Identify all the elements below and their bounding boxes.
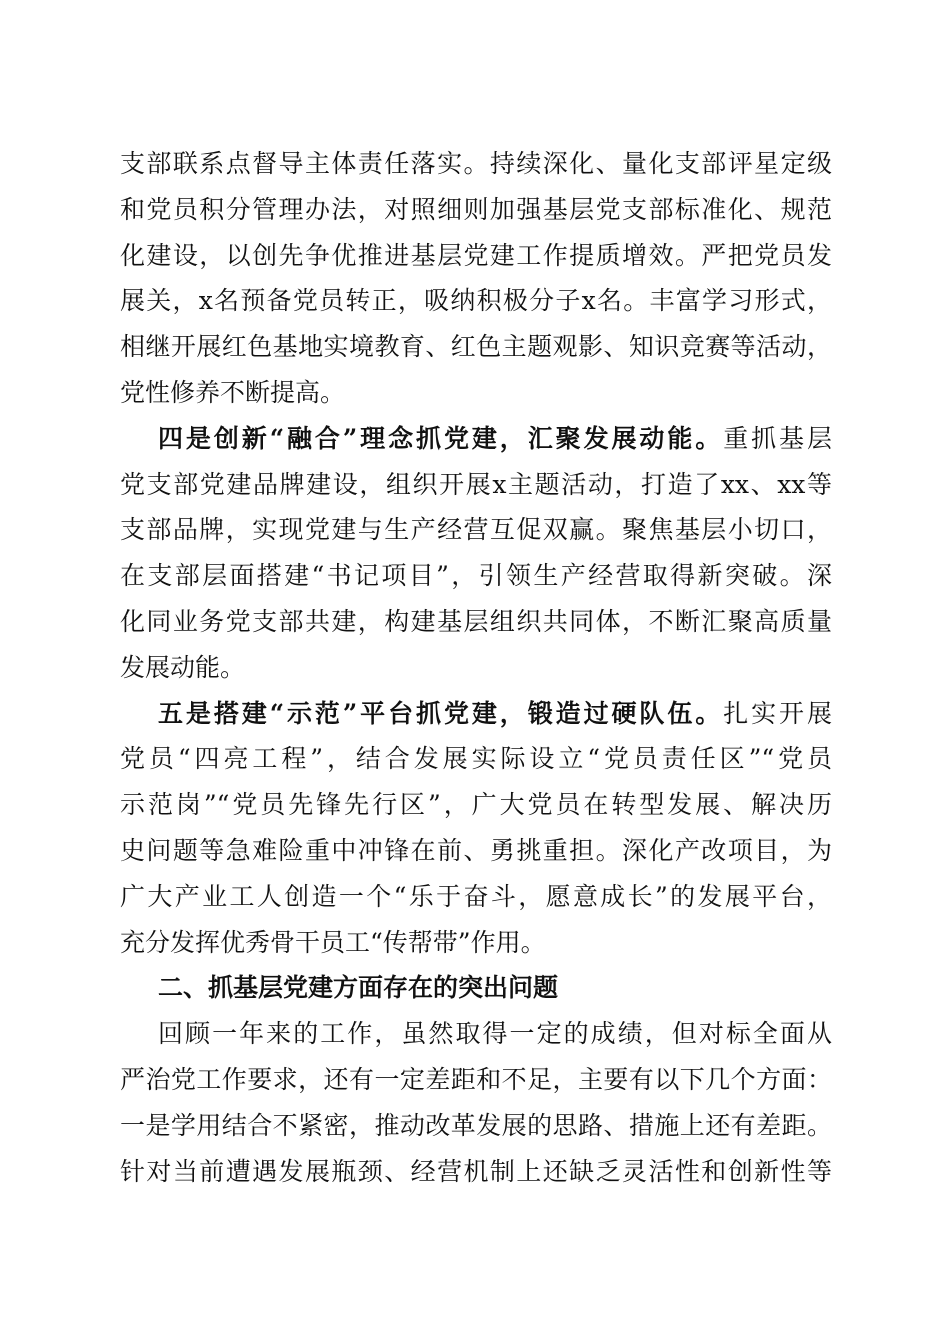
text-line (120, 233, 832, 279)
text-line (120, 599, 832, 645)
text-line (120, 920, 832, 966)
paragraph (120, 416, 832, 691)
line-text: 广大产业工人创造一个“乐于奋斗，愿意成长”的发展平台， (120, 881, 832, 911)
text-line (120, 828, 832, 874)
text-line (120, 1103, 832, 1149)
line-text: 相继开展红色基地实境教育、红色主题观影、知识竞赛等活动， (120, 332, 832, 362)
line-text: 充分发挥优秀骨干员工“传帮带”作用。 (120, 927, 546, 957)
text-line (120, 1011, 832, 1057)
text-line (120, 782, 832, 828)
line-text: 党性修养不断提高。 (120, 377, 346, 407)
text-line (120, 278, 832, 324)
text-line (120, 141, 832, 187)
line-text: 和党员积分管理办法，对照细则加强基层党支部标准化、规范 (120, 194, 832, 224)
text-line (120, 645, 832, 691)
line-text: 扎实开展 (723, 698, 832, 728)
text-line (120, 736, 832, 782)
heading-text: 二、抓基层党建方面存在的突出问题 (158, 973, 559, 1003)
bold-lead: 五是搭建“示范”平台抓党建，锻造过硬队伍。 (158, 698, 724, 728)
text-line (120, 1149, 832, 1195)
text-line (120, 324, 832, 370)
line-text: 严治党工作要求，还有一定差距和不足，主要有以下几个方面： (120, 1064, 832, 1094)
line-text: 史问题等急难险重中冲锋在前、勇挑重担。深化产改项目，为 (120, 835, 832, 865)
text-line (120, 187, 832, 233)
line-text: 在支部层面搭建“书记项目”，引领生产经营取得新突破。深 (120, 561, 832, 591)
text-line (120, 1057, 832, 1103)
line-text: 化同业务党支部共建，构建基层组织共同体，不断汇聚高质量 (120, 606, 832, 636)
line-text: 示范岗”“党员先锋先行区”，广大党员在转型发展、解决历 (120, 790, 832, 820)
line-text: 针对当前遭遇发展瓶颈、经营机制上还缺乏灵活性和创新性等 (120, 1156, 832, 1186)
line-text: 党支部党建品牌建设，组织开展x主题活动，打造了xx、xx等 (120, 469, 832, 499)
line-text: 支部联系点督导主体责任落实。持续深化、量化支部评星定级 (120, 149, 832, 178)
section-heading (120, 965, 832, 1011)
line-text: 支部品牌，实现党建与生产经营互促双赢。聚焦基层小切口， (120, 515, 832, 545)
text-line (120, 462, 832, 508)
line-text: 展关，x名预备党员转正，吸纳积极分子x名。丰富学习形式， (120, 286, 832, 316)
line-text: 化建设，以创先争优推进基层党建工作提质增效。严把党员发 (120, 240, 832, 270)
paragraph (120, 1011, 832, 1194)
document-page (120, 141, 832, 1194)
paragraph (120, 141, 832, 416)
text-line (120, 691, 832, 737)
line-text: 党员“四亮工程”，结合发展实际设立“党员责任区”“党员 (120, 744, 832, 774)
line-text: 重抓基层 (723, 423, 832, 453)
line-text: 一是学用结合不紧密，推动改革发展的思路、措施上还有差距。 (120, 1110, 832, 1140)
line-text: 发展动能。 (120, 652, 246, 682)
line-text: 回顾一年来的工作，虽然取得一定的成绩，但对标全面从 (158, 1019, 832, 1049)
text-line (120, 370, 832, 416)
paragraph (120, 691, 832, 966)
text-line (120, 553, 832, 599)
text-line (120, 507, 832, 553)
text-line (120, 874, 832, 920)
text-line (120, 416, 832, 462)
bold-lead: 四是创新“融合”理念抓党建，汇聚发展动能。 (158, 423, 724, 453)
